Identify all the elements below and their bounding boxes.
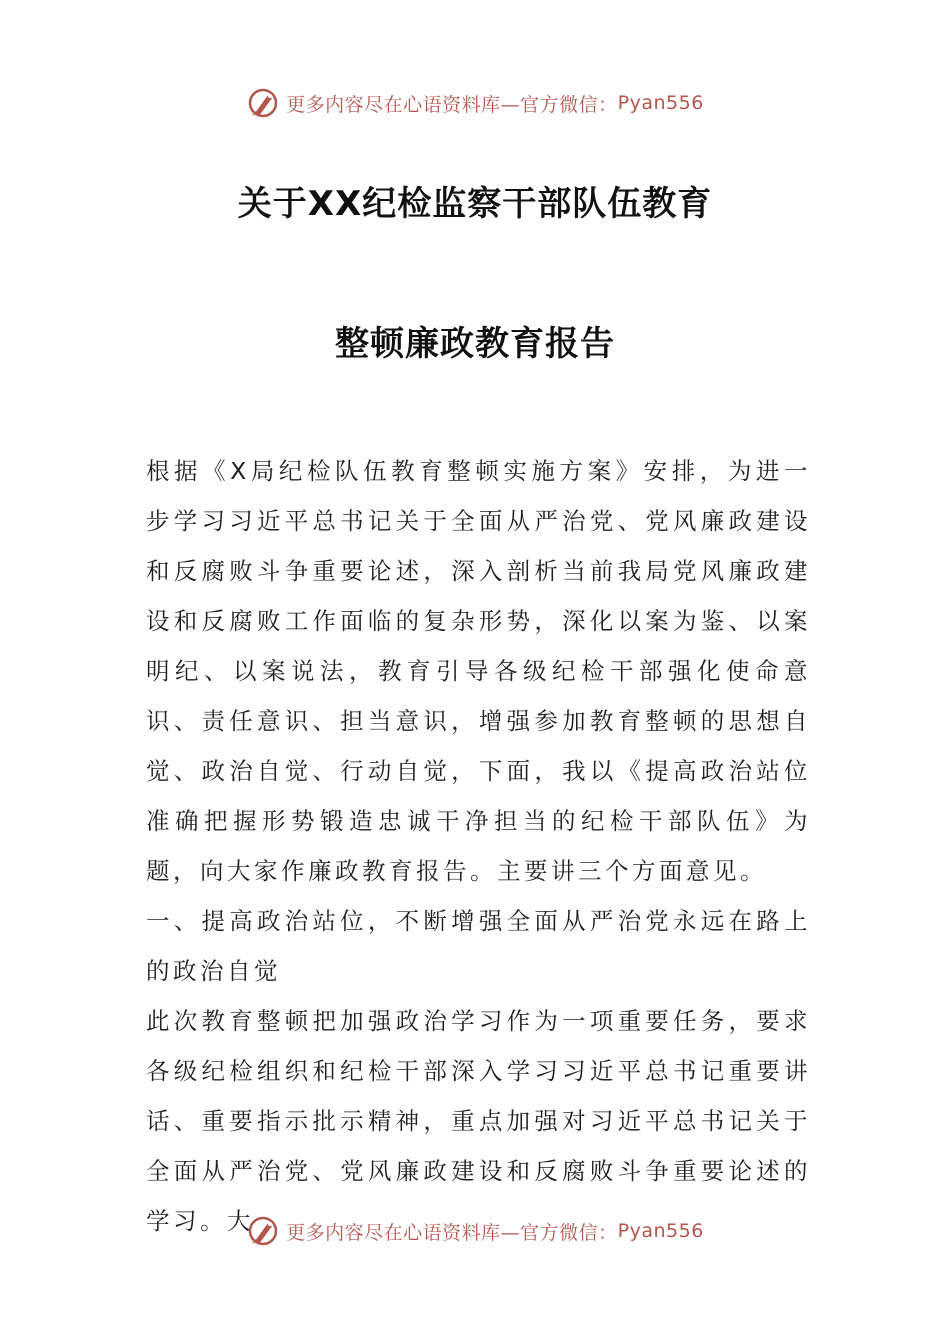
watermark-text: 更多内容尽在心语资料库—官方微信： (286, 1221, 618, 1244)
document-title-line-1: 关于XX纪检监察干部队伍教育 (237, 184, 713, 224)
watermark-wechat-id: Pyan556 (617, 1220, 704, 1242)
section-heading-1: 一、提高政治站位，不断增强全面从严治党永远在路上的政治自觉 (146, 907, 811, 985)
body-paragraph-section-1: 此次教育整顿把加强政治学习作为一项重要任务，要求各级纪检组织和纪检干部深入学习习近平总书记重要讲话、重要指示批示精神，重点加强对习近平总书记关于全面从严治党、党风廉政建设和反腐败斗争重要论述的学习。大 (146, 1007, 811, 1235)
watermark-footer (0, 1211, 950, 1251)
document-body (146, 446, 811, 1246)
pen-nib-logo-icon (246, 1214, 280, 1248)
watermark-header (0, 83, 950, 123)
body-paragraph-intro: 根据《X局纪检队伍教育整顿实施方案》安排，为进一步学习习近平总书记关于全面从严治党、党风廉政建设和反腐败斗争重要论述，深入剖析当前我局党风廉政建设和反腐败工作面临的复杂形势，深化以案为鉴、以案明纪、以案说法，教育引导各级纪检干部强化使命意识、责任意识、担当意识，增强参加教育整顿的思想自觉、政治自觉、行动自觉，下面，我以《提高政治站位准确把握形势锻造忠诚干净担当的纪检干部队伍》为题，向大家作廉政教育报告。主要讲三个方面意见。 (146, 457, 811, 885)
watermark-wechat-id: Pyan556 (617, 92, 704, 114)
pen-nib-logo-icon (246, 86, 280, 120)
watermark-text: 更多内容尽在心语资料库—官方微信： (286, 93, 618, 116)
document-title-line-2: 整顿廉政教育报告 (335, 324, 615, 364)
